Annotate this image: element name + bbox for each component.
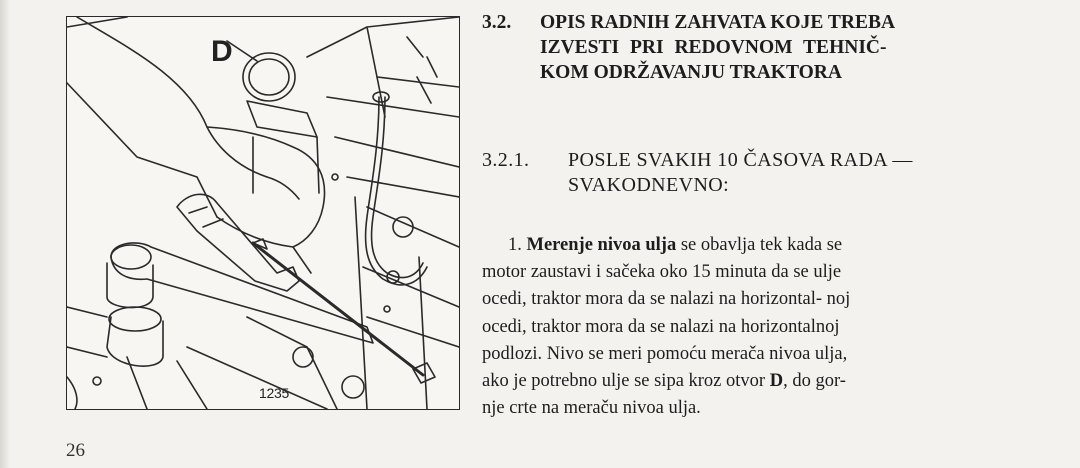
item-number: 1.	[508, 235, 522, 255]
subsection-title-line: SVAKODNEVNO:	[568, 174, 730, 196]
paragraph-line: podlozi. Nivo se meri pomoću merača nivoa ulja,	[482, 343, 848, 364]
section-title-line: KOM ODRŽAVANJU TRAKTORA	[540, 62, 842, 83]
subsection-number: 3.2.1.	[482, 149, 530, 171]
paragraph-line: nje crte na meraču nivoa ulja.	[482, 398, 701, 419]
engine-line-drawing	[67, 17, 459, 409]
subsection-title-line: POSLE SVAKIH 10 ČASOVA RADA —	[568, 149, 913, 171]
paragraph-line	[482, 368, 1034, 395]
paragraph-line	[482, 232, 1034, 259]
callout-label-d: D	[211, 35, 233, 68]
bold-lead-text: Merenje nivoa ulja	[526, 235, 677, 255]
section-title-line: OPIS RADNIH ZAHVATA KOJE TREBA	[540, 12, 896, 33]
line-text: , do gor-	[783, 371, 846, 392]
paragraph-line: motor zaustavi i sačeka oko 15 minuta da se ulje	[482, 262, 842, 283]
bold-opening-label: D	[769, 371, 784, 392]
line-text: ako je potrebno ulje se sipa kroz otvor	[482, 371, 770, 392]
body-paragraph	[482, 232, 1034, 422]
line-text: se obavlja tek kada se	[676, 235, 843, 255]
paragraph-line: ocedi, traktor mora da se nalazi na horizontal- noj	[482, 289, 851, 310]
figure-number: 1235	[259, 385, 289, 401]
scan-edge-shadow	[0, 0, 10, 468]
tractor-illustration	[66, 16, 460, 410]
paragraph-line: ocedi, traktor mora da se nalazi na horizontalnoj	[482, 316, 840, 337]
section-number: 3.2.	[482, 12, 512, 33]
page-number: 26	[66, 440, 85, 461]
section-title-line: IZVESTI PRI REDOVNOM TEHNIČ-	[540, 37, 887, 58]
